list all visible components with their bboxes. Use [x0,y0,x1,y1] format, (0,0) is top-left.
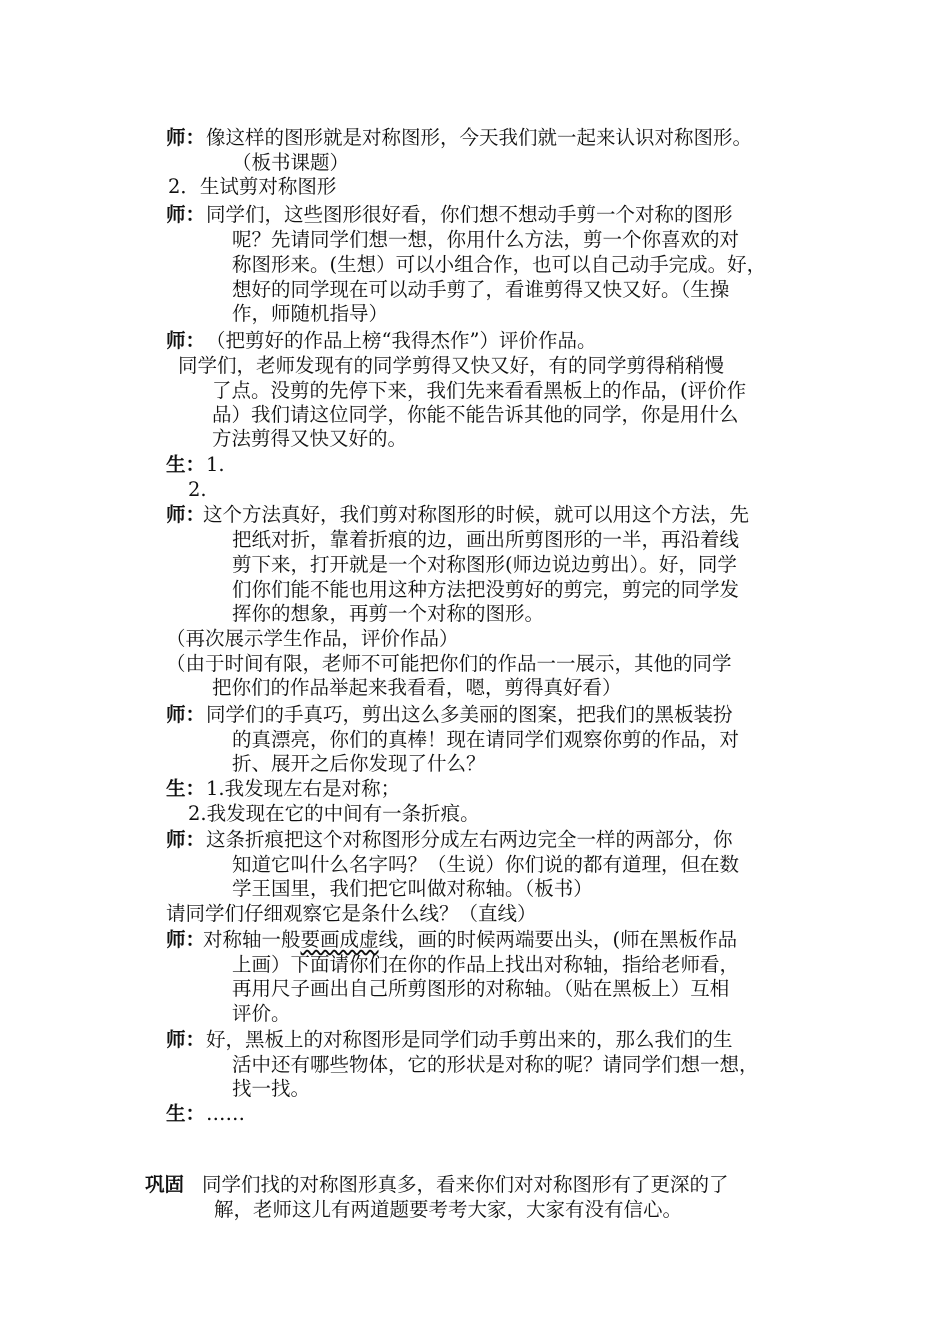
text-line: 像这样的图形就是对称图形，今天我们就一起来认识对称图形。 [206,126,753,149]
text-line: 1. [206,453,225,476]
speaker-label: 生： [166,777,206,800]
text-line: 想好的同学现在可以动手剪了，看谁剪得又快又好。（生操 [232,278,730,301]
speaker-label: 生： [166,453,206,476]
text-line: 这个方法真好，我们剪对称图形的时候，就可以用这个方法，先 [203,503,750,526]
text-line: （再次展示学生作品，评价作品） [166,627,459,650]
text-line: （板书课题） [232,151,350,174]
text-line: 好，黑板上的对称图形是同学们动手剪出来的，那么我们的生 [206,1028,733,1051]
text-line: 评价。 [232,1002,291,1025]
speaker-label: 师： [166,703,206,726]
speaker-label: 师： [166,126,206,149]
text-line: 2.我发现在它的中间有一条折痕。 [188,802,480,825]
text-line: 同学们找的对称图形真多，看来你们对对称图形有了更深的了 [202,1173,729,1196]
text-line: 们你们能不能也用这种方法把没剪好的剪完，剪完的同学发 [232,578,740,601]
speaker-label: 师： [166,329,206,352]
speaker-label: 师： [166,203,206,226]
text-line: 了点。没剪的先停下来，我们先来看看黑板上的作品，(评价作 [212,379,747,402]
speaker-label: 师： [166,503,206,526]
text-segment: 线，画的时候两端要出头，(师在黑板作品 [378,928,738,951]
speaker-label: 师： [166,1028,206,1051]
text-line: 把你们的作品举起来我看看，嗯，剪得真好看） [212,676,622,699]
text-line [203,928,737,952]
text-line: 这条折痕把这个对称图形分成左右两边完全一样的两部分，你 [206,828,733,851]
text-line: 品）我们请这位同学，你能不能告诉其他的同学，你是用什么 [212,403,739,426]
speaker-label: 生： [166,1102,206,1125]
underlined-phrase: 要画成虚 [300,928,379,951]
section-heading: 2．生试剪对称图形 [168,175,337,198]
text-line: 活中还有哪些物体，它的形状是对称的呢？请同学们想一想， [232,1053,759,1076]
text-line: 再用尺子画出自己所剪图形的对称轴。（贴在黑板上）互相 [232,977,730,1000]
text-line: 同学们，这些图形很好看，你们想不想动手剪一个对称的图形 [206,203,733,226]
text-line: 把纸对折，靠着折痕的边，画出所剪图形的一半，再沿着线 [232,528,740,551]
text-line: 请同学们仔细观察它是条什么线？（直线） [166,902,537,925]
text-line: 称图形来。(生想）可以小组合作，也可以自己动手完成。好， [232,253,767,276]
speaker-label: 师： [166,828,206,851]
text-line: 作，师随机指导） [232,302,389,325]
text-line: 学王国里，我们把它叫做对称轴。（板书） [232,877,593,900]
text-line: …… [206,1102,245,1125]
text-line: 折、展开之后你发现了什么？ [232,752,486,775]
text-line: 解，老师这儿有两道题要考考大家，大家有没有信心。 [214,1198,683,1221]
text-line: 上画）下面请你们在你的作品上找出对称轴，指给老师看， [232,953,740,976]
text-line: 呢？先请同学们想一想，你用什么方法，剪一个你喜欢的对 [232,228,740,251]
text-line: 同学们，老师发现有的同学剪得又快又好，有的同学剪得稍稍慢 [178,354,725,377]
text-line: 的真漂亮，你们的真棒！现在请同学们观察你剪的作品，对 [232,728,740,751]
text-line: 2. [188,478,207,501]
text-line: 同学们的手真巧，剪出这么多美丽的图案，把我们的黑板装扮 [206,703,733,726]
text-line: 1.我发现左右是对称； [206,777,401,800]
text-line: 知道它叫什么名字吗？（生说）你们说的都有道理，但在数 [232,853,740,876]
text-line: 剪下来，打开就是一个对称图形(师边说边剪出）。好，同学 [232,553,737,576]
text-line: 找一找。 [232,1077,311,1100]
text-line: 方法剪得又快又好的。 [212,427,408,450]
section-label-consolidate: 巩固 [145,1173,185,1196]
speaker-label: 师： [166,928,206,951]
text-line: （把剪好的作品上榜“我得杰作”）评价作品。 [206,329,597,352]
text-segment: 对称轴一般 [203,928,301,951]
text-line: 挥你的想象，再剪一个对称的图形。 [232,602,545,625]
text-line: （由于时间有限，老师不可能把你们的作品一一展示，其他的同学 [166,652,732,675]
